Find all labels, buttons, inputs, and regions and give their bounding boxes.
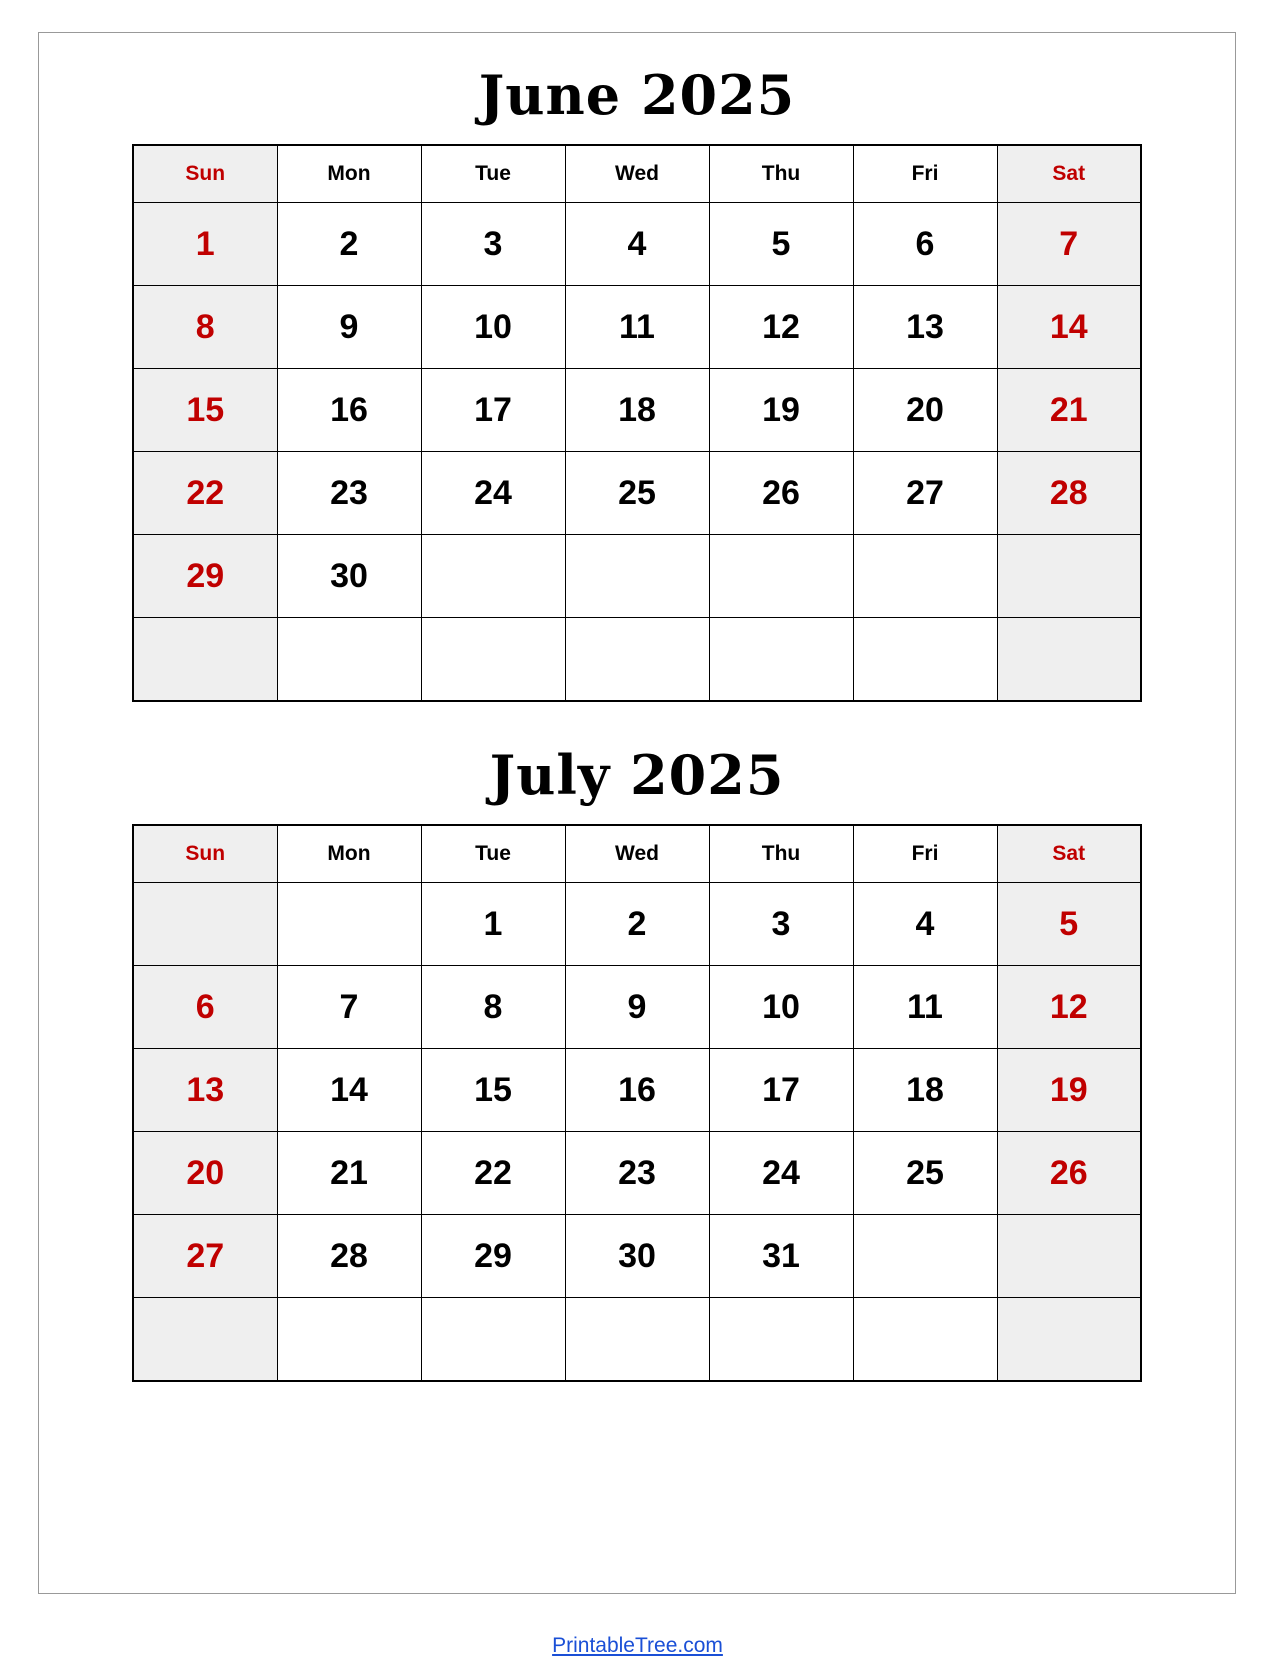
- day-cell: [997, 1215, 1141, 1298]
- day-cell: 4: [565, 203, 709, 286]
- day-cell: 22: [133, 452, 277, 535]
- day-cell: 8: [421, 966, 565, 1049]
- day-cell: 18: [853, 1049, 997, 1132]
- day-cell: [565, 535, 709, 618]
- day-cell: 13: [133, 1049, 277, 1132]
- day-cell: [853, 1215, 997, 1298]
- weekday-header-fri: Fri: [853, 145, 997, 203]
- day-cell: 21: [997, 369, 1141, 452]
- day-cell: 15: [421, 1049, 565, 1132]
- day-cell: 20: [853, 369, 997, 452]
- weekday-header-thu: Thu: [709, 825, 853, 883]
- day-cell: 30: [565, 1215, 709, 1298]
- weekday-header-wed: Wed: [565, 145, 709, 203]
- calendar-week-row: [133, 452, 1141, 535]
- day-cell: 29: [421, 1215, 565, 1298]
- weekday-header-wed: Wed: [565, 825, 709, 883]
- day-cell: 27: [853, 452, 997, 535]
- day-cell: 26: [997, 1132, 1141, 1215]
- day-cell: [133, 1298, 277, 1382]
- day-cell: 16: [277, 369, 421, 452]
- day-cell: 3: [709, 883, 853, 966]
- day-cell: [565, 1298, 709, 1382]
- day-cell: 10: [421, 286, 565, 369]
- day-cell: 20: [133, 1132, 277, 1215]
- day-cell: 23: [565, 1132, 709, 1215]
- calendar-week-row: [133, 203, 1141, 286]
- day-cell: 25: [565, 452, 709, 535]
- calendar-page: [38, 32, 1236, 1594]
- day-cell: 14: [997, 286, 1141, 369]
- day-cell: 28: [997, 452, 1141, 535]
- day-cell: 30: [277, 535, 421, 618]
- day-cell: [421, 1298, 565, 1382]
- weekday-header-sun: Sun: [133, 825, 277, 883]
- calendar-week-row: [133, 1215, 1141, 1298]
- day-cell: 2: [277, 203, 421, 286]
- day-cell: 5: [709, 203, 853, 286]
- weekday-header-tue: Tue: [421, 145, 565, 203]
- day-cell: 17: [421, 369, 565, 452]
- calendar-week-row: [133, 966, 1141, 1049]
- day-cell: [853, 1298, 997, 1382]
- day-cell: 14: [277, 1049, 421, 1132]
- day-cell: [277, 618, 421, 702]
- day-cell: [997, 618, 1141, 702]
- day-cell: [997, 1298, 1141, 1382]
- day-cell: 13: [853, 286, 997, 369]
- day-cell: 16: [565, 1049, 709, 1132]
- day-cell: 12: [997, 966, 1141, 1049]
- day-cell: 25: [853, 1132, 997, 1215]
- printabletree-link[interactable]: PrintableTree.com: [552, 1634, 723, 1657]
- day-cell: [709, 1298, 853, 1382]
- day-cell: 17: [709, 1049, 853, 1132]
- day-cell: 12: [709, 286, 853, 369]
- footer: [0, 1634, 1275, 1658]
- day-cell: 3: [421, 203, 565, 286]
- day-cell: 11: [565, 286, 709, 369]
- calendar-table-june: [132, 144, 1142, 702]
- day-cell: 9: [277, 286, 421, 369]
- day-cell: 9: [565, 966, 709, 1049]
- day-cell: 6: [853, 203, 997, 286]
- day-cell: [997, 535, 1141, 618]
- day-cell: 15: [133, 369, 277, 452]
- day-cell: 19: [997, 1049, 1141, 1132]
- day-cell: 24: [709, 1132, 853, 1215]
- day-cell: 22: [421, 1132, 565, 1215]
- day-cell: 23: [277, 452, 421, 535]
- calendar-week-row: [133, 369, 1141, 452]
- day-cell: 6: [133, 966, 277, 1049]
- day-cell: 2: [565, 883, 709, 966]
- day-cell: 11: [853, 966, 997, 1049]
- day-cell: 10: [709, 966, 853, 1049]
- day-cell: [853, 618, 997, 702]
- weekday-header-sat: Sat: [997, 145, 1141, 203]
- day-cell: [565, 618, 709, 702]
- calendar-table-july: [132, 824, 1142, 1382]
- weekday-header-tue: Tue: [421, 825, 565, 883]
- calendar-week-row: [133, 535, 1141, 618]
- day-cell: 7: [997, 203, 1141, 286]
- calendar-week-row: [133, 883, 1141, 966]
- calendar-week-row: [133, 1298, 1141, 1382]
- weekday-header-sat: Sat: [997, 825, 1141, 883]
- day-cell: [421, 618, 565, 702]
- calendar-week-row: [133, 286, 1141, 369]
- calendar-week-row: [133, 618, 1141, 702]
- day-cell: 4: [853, 883, 997, 966]
- day-cell: [133, 618, 277, 702]
- day-cell: [421, 535, 565, 618]
- calendar-week-row: [133, 1049, 1141, 1132]
- day-cell: [853, 535, 997, 618]
- month-title-july: July 2025: [489, 743, 785, 807]
- month-block-july: [132, 743, 1142, 1382]
- day-cell: 1: [133, 203, 277, 286]
- day-cell: 8: [133, 286, 277, 369]
- day-cell: [709, 618, 853, 702]
- day-cell: [133, 883, 277, 966]
- day-cell: 31: [709, 1215, 853, 1298]
- day-cell: 21: [277, 1132, 421, 1215]
- weekday-header-row: [133, 145, 1141, 203]
- day-cell: 18: [565, 369, 709, 452]
- day-cell: [709, 535, 853, 618]
- day-cell: [277, 1298, 421, 1382]
- month-block-june: [132, 63, 1142, 702]
- day-cell: 7: [277, 966, 421, 1049]
- day-cell: 24: [421, 452, 565, 535]
- weekday-header-row: [133, 825, 1141, 883]
- day-cell: 1: [421, 883, 565, 966]
- day-cell: 28: [277, 1215, 421, 1298]
- month-title-june: June 2025: [478, 63, 796, 127]
- day-cell: 29: [133, 535, 277, 618]
- weekday-header-fri: Fri: [853, 825, 997, 883]
- calendar-week-row: [133, 1132, 1141, 1215]
- weekday-header-mon: Mon: [277, 145, 421, 203]
- day-cell: [277, 883, 421, 966]
- weekday-header-sun: Sun: [133, 145, 277, 203]
- day-cell: 26: [709, 452, 853, 535]
- weekday-header-thu: Thu: [709, 145, 853, 203]
- day-cell: 5: [997, 883, 1141, 966]
- day-cell: 27: [133, 1215, 277, 1298]
- day-cell: 19: [709, 369, 853, 452]
- weekday-header-mon: Mon: [277, 825, 421, 883]
